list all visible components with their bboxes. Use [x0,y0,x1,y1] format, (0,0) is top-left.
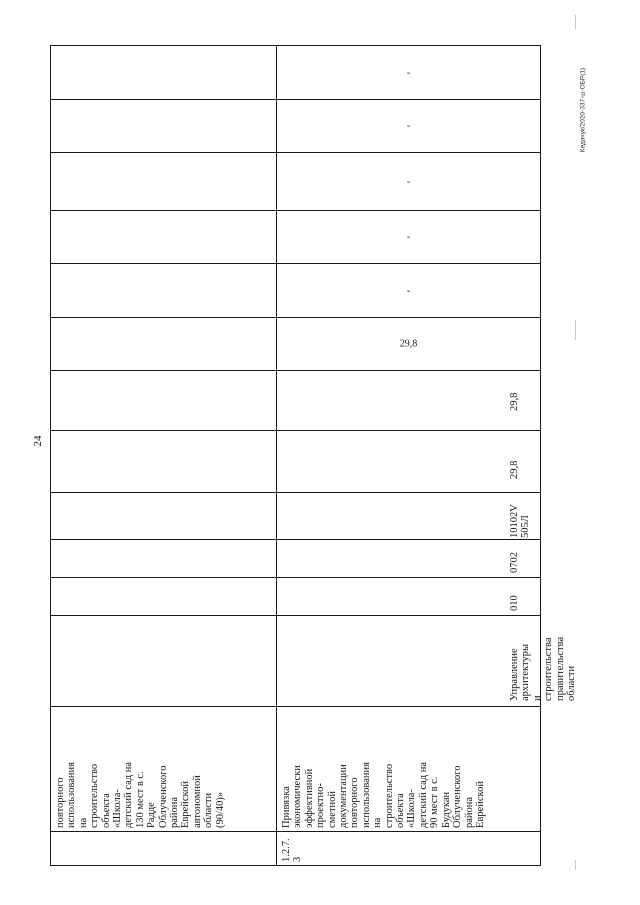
cell-y6-row1 [51,46,277,100]
cell-rzpr-row2: 0702 [277,540,541,578]
cell-exec-row1 [51,616,277,707]
table-row-y2 [51,264,541,318]
cell-y3-row2: - [277,211,541,264]
budget-table [50,45,578,866]
page-number: 24 [32,435,44,447]
cell-num-row1 [51,832,277,866]
document-id: Кедачук/2020-337-ш-ОБР(1) [579,67,587,153]
table-row-executor [51,616,541,707]
cell-total-row2: 29,8 [277,371,541,431]
cell-ty-row2: 29,8 [277,431,541,493]
margin-mark [575,860,576,870]
cell-ty-row1 [51,431,277,493]
table-row-y5 [51,100,541,153]
cell-y4-row1 [51,153,277,211]
margin-mark [575,15,576,29]
cell-name-row1: повторного использования на строительство объекта «Школа- детский сад на 130 мест в с. Радде Облученского района Еврейской автономной области (90/40)» [51,707,277,832]
table-row-y4 [51,153,541,211]
cell-y1-row1 [51,318,277,371]
cell-y3-row1 [51,211,277,264]
table-row-grbs [51,578,541,616]
cell-y2-row1 [51,264,277,318]
cell-csr-row2: 10102V 505Л [277,493,541,540]
cell-y4-row2: - [277,153,541,211]
cell-rzpr-row1 [51,540,277,578]
margin-mark [575,320,576,340]
cell-y6-row2: - [277,46,541,100]
cell-total-row1 [51,371,277,431]
cell-grbs-row2: 010 [277,578,541,616]
table-row-y1 [51,318,541,371]
table-row-total-y1 [51,431,541,493]
table-row-rzpr [51,540,541,578]
cell-y2-row2: - [277,264,541,318]
table-row-total [51,371,541,431]
table-row-y6 [51,46,541,100]
cell-csr-row1 [51,493,277,540]
cell-name-row2: Привязка экономически эффективной проектно- сметной документации повторного использования на строительство объекта «Школа- детский сад на 90 мест в с. Будукан Облученского района Еврейской [277,707,541,832]
table-row-y3 [51,211,541,264]
cell-grbs-row1 [51,578,277,616]
cell-exec-row2: Управление архитектуры и строительства правительства области [277,616,541,707]
table-row-num [51,832,541,866]
cell-y5-row1 [51,100,277,153]
table-row-name [51,707,541,832]
table-row-csr [51,493,541,540]
cell-y5-row2: - [277,100,541,153]
cell-num-row2: 1.2.7. 3 [277,832,541,866]
cell-y1-row2: 29,8 [277,318,541,371]
